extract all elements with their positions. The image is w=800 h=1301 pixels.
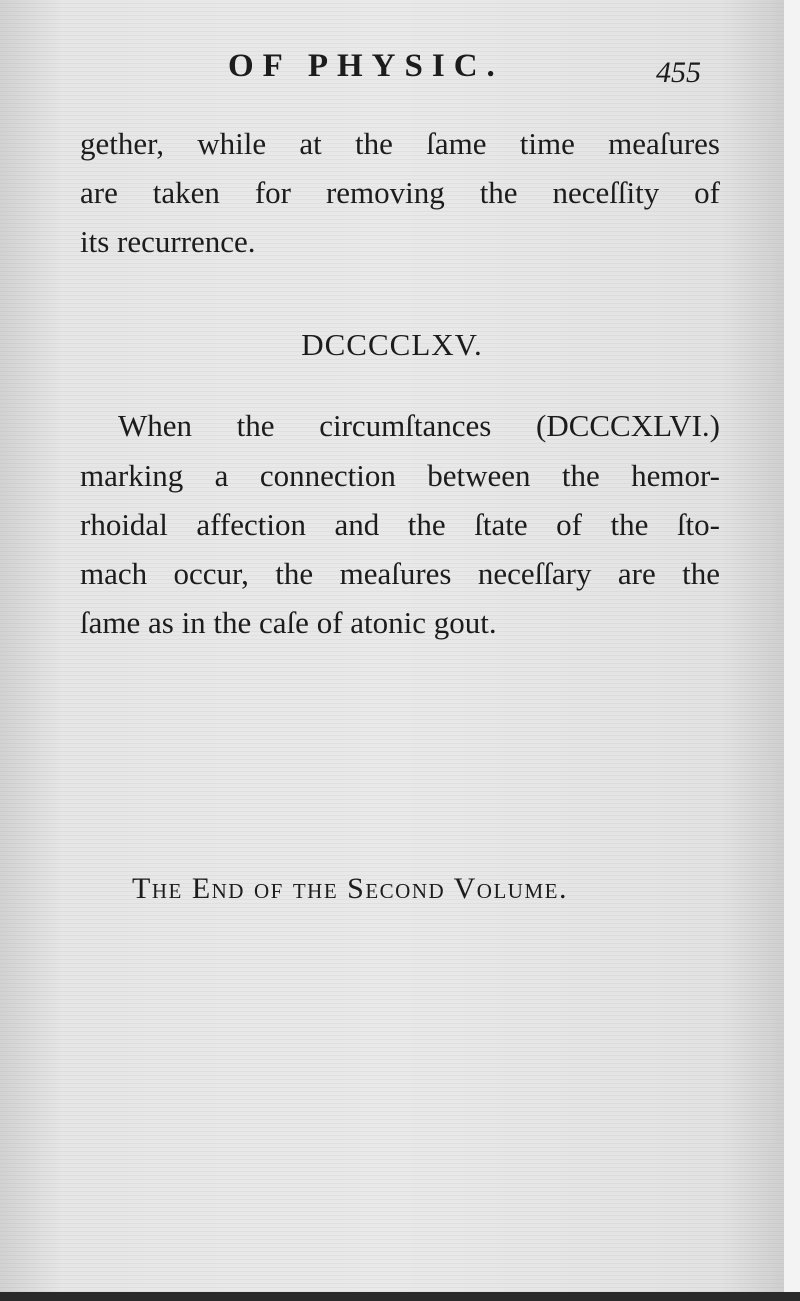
continuation-line: are taken for removing the neceſſity of <box>80 175 720 210</box>
end-of-volume-note: The End of the Second Volume. <box>132 872 568 905</box>
paragraph-line: ſame as in the caſe of atonic gout. <box>80 605 497 640</box>
paragraph-line: mach occur, the meaſures neceſſary are the <box>80 556 720 591</box>
continuation-line: its recurrence. <box>80 224 256 259</box>
paragraph-line: When the circumſtances (DCCCXLVI.) <box>118 408 720 443</box>
scan-border <box>0 1292 800 1301</box>
paragraph-line: rhoidal affection and the ſtate of the ſto- <box>80 507 720 542</box>
page-number: 455 <box>656 56 701 89</box>
page-edge <box>784 0 800 1301</box>
paragraph-line: marking a connection between the hemor- <box>80 458 720 493</box>
continuation-line: gether, while at the ſame time meaſures <box>80 126 720 161</box>
running-head: OF PHYSIC. <box>228 48 504 84</box>
section-heading: DCCCCLXV. <box>301 327 483 362</box>
